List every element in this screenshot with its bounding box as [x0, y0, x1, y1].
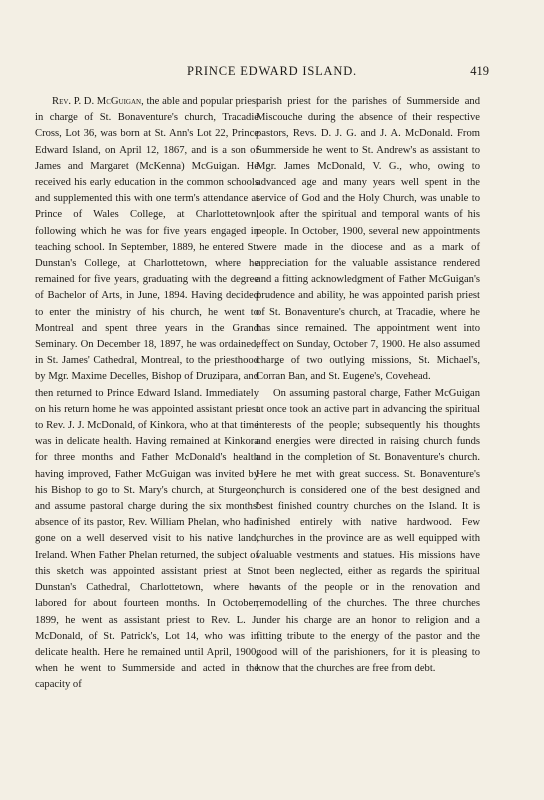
- right-column: [256, 94, 480, 677]
- continued-paragraph: parish priest for the parishes of Summerside and Miscouche during the absence of their respective pastors, Revs. D. J. G. and J. A. McDonald. From Summerside he went to St. Andrew's as assistant to Mgr. James McDonald, V. G., who, owing to advanced age and many years well spent in the service of God and the Holy Church, was unable to look after the spiritual and temporal wants of his people. In October, 1900, several new appointments were made in the diocese and as a mark of appreciation for the valuable assistance rendered and a fitting acknowledgment of Father McGuigan's prudence and ability, he was appointed parish priest of St. Bonaventure's church, at Tracadie, where he has since remained. The appointment went into effect on Sunday, October 7, 1900. He also assumed charge of two outlying missions, St. Michael's, Corran Ban, and St. Eugene's, Covehead.: [256, 96, 480, 383]
- left-column: [35, 94, 259, 694]
- biography-paragraph: [35, 94, 259, 694]
- running-title: PRINCE EDWARD ISLAND.: [187, 64, 357, 78]
- page-number: 419: [470, 64, 489, 78]
- page-header: [0, 64, 544, 84]
- paragraph-text: , the able and popular priest in charge of St. Bonaventure's church, Tracadie Cross, Lot 36, was born at St. Ann's Lot 22, Prince Edward Island, on April 12, 1867, and is a son of James and Margaret (McKenna) McGuigan. He received his early education in the common schools and supplemented this with one term's attendance at Prince of Wales College, at Charlottetown, following which he was for five years engaged in teaching school. In September, 1889, he entered St. Dunstan's College, at Charlottetown, where he remained for five years, graduating with the degree of Bachelor of Arts, in June, 1894. Having decided to enter the ministry of his church, he went to Montreal and spent three years in the Grand Seminary. On December 18, 1897, he was ordained, in St. James' Cathedral, Montreal, to the priesthood by Mgr. Maxime Decelles, Bishop of Druzipara, and then returned to Prince Edward Island. Immediately on his return home he was appointed assistant priest to Rev. J. J. McDonald, of Kinkora, who at that time was in delicate health. Having remained at Kinkora for three months and Father McDonald's health having improved, Father McGuigan was invited by his Bishop to go to St. Mary's church, at Sturgeon, and assume pastoral charge during the six months' absence of its pastor, Rev. William Phelan, who had gone on a well deserved visit to his native land, Ireland. When Father Phelan returned, the subject of this sketch was appointed assistant priest at St. Dunstan's Cathedral, Charlottetown, where he labored for about fourteen months. In October, 1899, he went as assistant priest to Rev. L. J. McDonald, of St. Patrick's, Lot 14, who was in delicate health. Here he remained until April, 1900, when he went to Summerside and acted in the capacity of: [35, 96, 259, 691]
- pastoral-charge-paragraph: On assuming pastoral charge, Father McGuigan at once took an active part in advancing the spiritual interests of the people; subsequently his thoughts and energies were directed in raising church funds and in the completion of St. Bonaventure's church. Here he met with great success. St. Bonaventure's church is considered one of the best designed and best finished country churches on the Island. It is finished entirely with native hardwood. Few churches in the province are as well equipped with valuable vestments and statues. His missions have not been neglected, either as regards the spiritual wants of the people or in the renovation and remodelling of the churches. The three churches under his charge are an honor to religion and a fitting tribute to the energy of the pastor and the good will of the parishioners, for it is pleasing to know that the churches are free from debt.: [256, 387, 480, 675]
- subject-name: Rev. P. D. McGuigan: [52, 96, 142, 107]
